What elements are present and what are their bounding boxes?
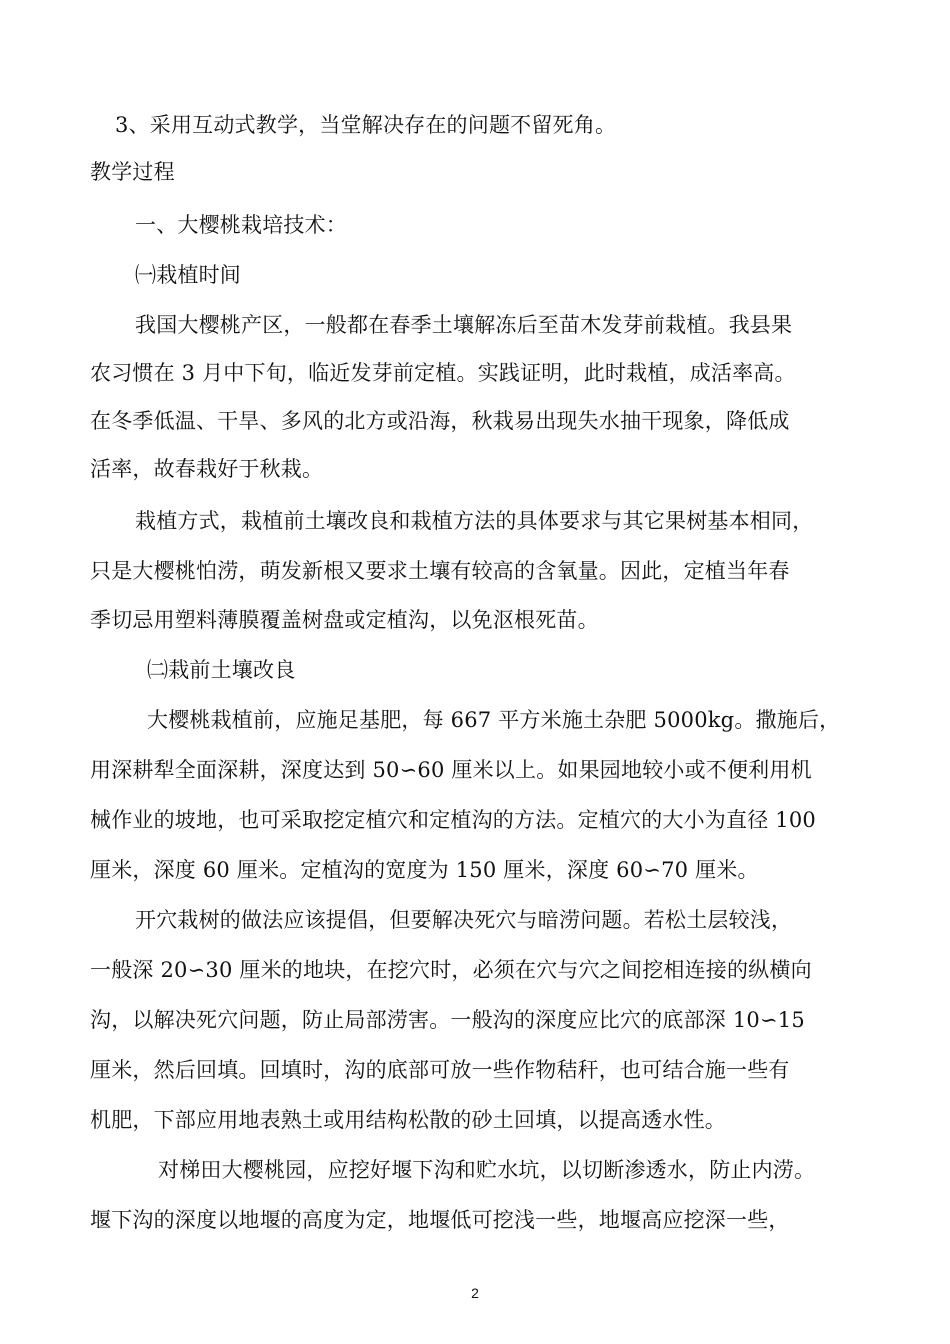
paragraph-planting-method-line-2: 只是大樱桃怕涝，萌发新根又要求土壤有较高的含氧量。因此，定植当年春 xyxy=(90,559,790,583)
paragraph-planting-time-line-2: 农习惯在 3 月中下旬，临近发芽前定植。实践证明，此时栽植，成活率高。 xyxy=(90,361,796,385)
paragraph-soil-improvement-line-1: 大樱桃栽植前，应施足基肥，每 667 平方米施土杂肥 5000kg。撒施后， xyxy=(147,708,841,732)
paragraph-soil-improvement-line-3: 械作业的坡地，也可采取挖定植穴和定植沟的方法。定植穴的大小为直径 100 xyxy=(90,808,816,832)
paragraph-dead-hole-line-1: 开穴栽树的做法应该提倡，但要解决死穴与暗涝问题。若松土层较浅， xyxy=(135,908,793,932)
paragraph-dead-hole-line-5: 机肥，下部应用地表熟土或用结构松散的砂土回填，以提高透水性。 xyxy=(90,1108,726,1132)
paragraph-planting-method-line-1: 栽植方式，栽植前土壤改良和栽植方法的具体要求与其它果树基本相同， xyxy=(135,509,814,533)
subheading-planting-time: ㈠栽植时间 xyxy=(135,263,241,287)
subheading-soil-improvement: ㈡栽前土壤改良 xyxy=(147,658,296,682)
paragraph-dead-hole-line-3: 沟，以解决死穴问题，防止局部涝害。一般沟的深度应比穴的底部深 10∽15 xyxy=(90,1008,805,1032)
paragraph-planting-time-line-4: 活率，故春栽好于秋栽。 xyxy=(90,457,324,481)
paragraph-planting-time-line-3: 在冬季低温、干旱、多风的北方或沿海，秋栽易出现失水抽干现象，降低成 xyxy=(90,409,790,433)
paragraph-terrace-orchard-line-1: 对梯田大樱桃园，应挖好堰下沟和贮水坑，以切断渗透水，防止内涝。 xyxy=(158,1158,816,1182)
paragraph-planting-method-line-3: 季切忌用塑料薄膜覆盖树盘或定植沟，以免沤根死苗。 xyxy=(90,608,599,632)
paragraph-soil-improvement-line-2: 用深耕犁全面深耕，深度达到 50∽60 厘米以上。如果园地较小或不便利用机 xyxy=(90,758,812,782)
paragraph-soil-improvement-line-4: 厘米，深度 60 厘米。定植沟的宽度为 150 厘米，深度 60∽70 厘米。 xyxy=(90,858,759,882)
paragraph-dead-hole-line-2: 一般深 20∽30 厘米的地块，在挖穴时，必须在穴与穴之间挖相连接的纵横向 xyxy=(90,958,812,982)
page-number: 2 xyxy=(471,1285,479,1301)
paragraph-planting-time-line-1: 我国大樱桃产区，一般都在春季土壤解冻后至苗木发芽前栽植。我县果 xyxy=(135,313,793,337)
section-heading-teaching-process: 教学过程 xyxy=(90,160,175,184)
text-line-list-item-3: 3、采用互动式教学，当堂解决存在的问题不留死角。 xyxy=(115,113,617,137)
section-heading-cherry-cultivation: 一、大樱桃栽培技术： xyxy=(135,213,347,237)
paragraph-terrace-orchard-line-2: 堰下沟的深度以地堰的高度为定，地堰低可挖浅一些，地堰高应挖深一些， xyxy=(90,1208,790,1232)
paragraph-dead-hole-line-4: 厘米，然后回填。回填时，沟的底部可放一些作物秸秆，也可结合施一些有 xyxy=(90,1058,790,1082)
